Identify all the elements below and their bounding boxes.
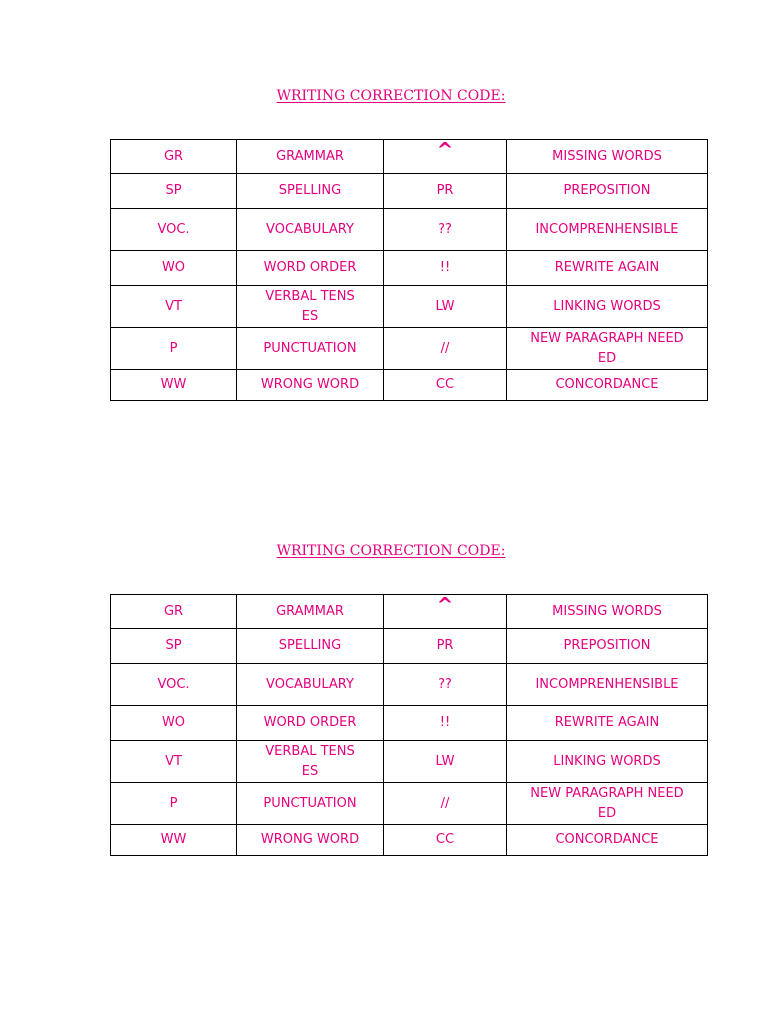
meaning-cell: LINKING WORDS	[507, 286, 708, 328]
meaning-cell: LINKING WORDS	[507, 741, 708, 783]
symbol-cell: !!	[384, 251, 507, 286]
meaning-cell: NEW PARAGRAPH NEEDED	[507, 783, 708, 825]
table-row	[111, 209, 708, 251]
meaning-cell: NEW PARAGRAPH NEEDED	[507, 328, 708, 370]
code-cell: P	[111, 783, 237, 825]
meaning-cell: REWRITE AGAIN	[507, 251, 708, 286]
table-row	[111, 664, 708, 706]
code-cell: VOC.	[111, 209, 237, 251]
symbol-cell: //	[384, 328, 507, 370]
correction-code-table	[110, 139, 708, 401]
symbol-cell: PR	[384, 174, 507, 209]
correction-code-section-1	[110, 86, 684, 401]
table-row	[111, 370, 708, 401]
meaning-cell: MISSING WORDS	[507, 140, 708, 174]
meaning-cell: REWRITE AGAIN	[507, 706, 708, 741]
table-row	[111, 286, 708, 328]
code-cell: WW	[111, 825, 237, 856]
symbol-cell: !!	[384, 706, 507, 741]
meaning-cell: VERBAL TENSES	[237, 741, 384, 783]
symbol-cell: PR	[384, 629, 507, 664]
meaning-cell: WORD ORDER	[237, 251, 384, 286]
symbol-cell: LW	[384, 741, 507, 783]
meaning-cell: WORD ORDER	[237, 706, 384, 741]
meaning-cell: PUNCTUATION	[237, 328, 384, 370]
table-row	[111, 595, 708, 629]
table-row	[111, 174, 708, 209]
table-row	[111, 140, 708, 174]
code-cell: VOC.	[111, 664, 237, 706]
meaning-cell: PREPOSITION	[507, 174, 708, 209]
section-title: WRITING CORRECTION CODE:	[276, 543, 506, 559]
symbol-cell: CC	[384, 825, 507, 856]
correction-code-section-2	[110, 541, 684, 856]
symbol-cell: CC	[384, 370, 507, 401]
meaning-cell: PUNCTUATION	[237, 783, 384, 825]
meaning-cell: WRONG WORD	[237, 370, 384, 401]
meaning-cell: GRAMMAR	[237, 140, 384, 174]
meaning-cell: VOCABULARY	[237, 209, 384, 251]
code-cell: GR	[111, 595, 237, 629]
meaning-cell: VERBAL TENSES	[237, 286, 384, 328]
meaning-cell: WRONG WORD	[237, 825, 384, 856]
code-cell: WW	[111, 370, 237, 401]
meaning-cell: CONCORDANCE	[507, 825, 708, 856]
code-cell: SP	[111, 629, 237, 664]
table-row	[111, 251, 708, 286]
code-cell: GR	[111, 140, 237, 174]
table-row	[111, 328, 708, 370]
meaning-cell: INCOMPRENHENSIBLE	[507, 664, 708, 706]
symbol-cell: ??	[384, 209, 507, 251]
table-row	[111, 783, 708, 825]
symbol-cell	[384, 137, 507, 174]
meaning-cell: CONCORDANCE	[507, 370, 708, 401]
table-row	[111, 741, 708, 783]
table-row	[111, 629, 708, 664]
meaning-cell: INCOMPRENHENSIBLE	[507, 209, 708, 251]
symbol-cell: //	[384, 783, 507, 825]
symbol-cell: ??	[384, 664, 507, 706]
meaning-cell: PREPOSITION	[507, 629, 708, 664]
meaning-cell: GRAMMAR	[237, 595, 384, 629]
correction-code-table	[110, 594, 708, 856]
caret-symbol: ^	[436, 137, 454, 162]
meaning-cell: SPELLING	[237, 629, 384, 664]
code-cell: SP	[111, 174, 237, 209]
symbol-cell: LW	[384, 286, 507, 328]
caret-symbol: ^	[436, 592, 454, 617]
code-cell: VT	[111, 286, 237, 328]
code-cell: WO	[111, 251, 237, 286]
code-cell: VT	[111, 741, 237, 783]
symbol-cell	[384, 592, 507, 629]
code-cell: WO	[111, 706, 237, 741]
code-cell: P	[111, 328, 237, 370]
meaning-cell: SPELLING	[237, 174, 384, 209]
meaning-cell: VOCABULARY	[237, 664, 384, 706]
section-title: WRITING CORRECTION CODE:	[276, 88, 506, 104]
meaning-cell: MISSING WORDS	[507, 595, 708, 629]
table-row	[111, 825, 708, 856]
table-row	[111, 706, 708, 741]
